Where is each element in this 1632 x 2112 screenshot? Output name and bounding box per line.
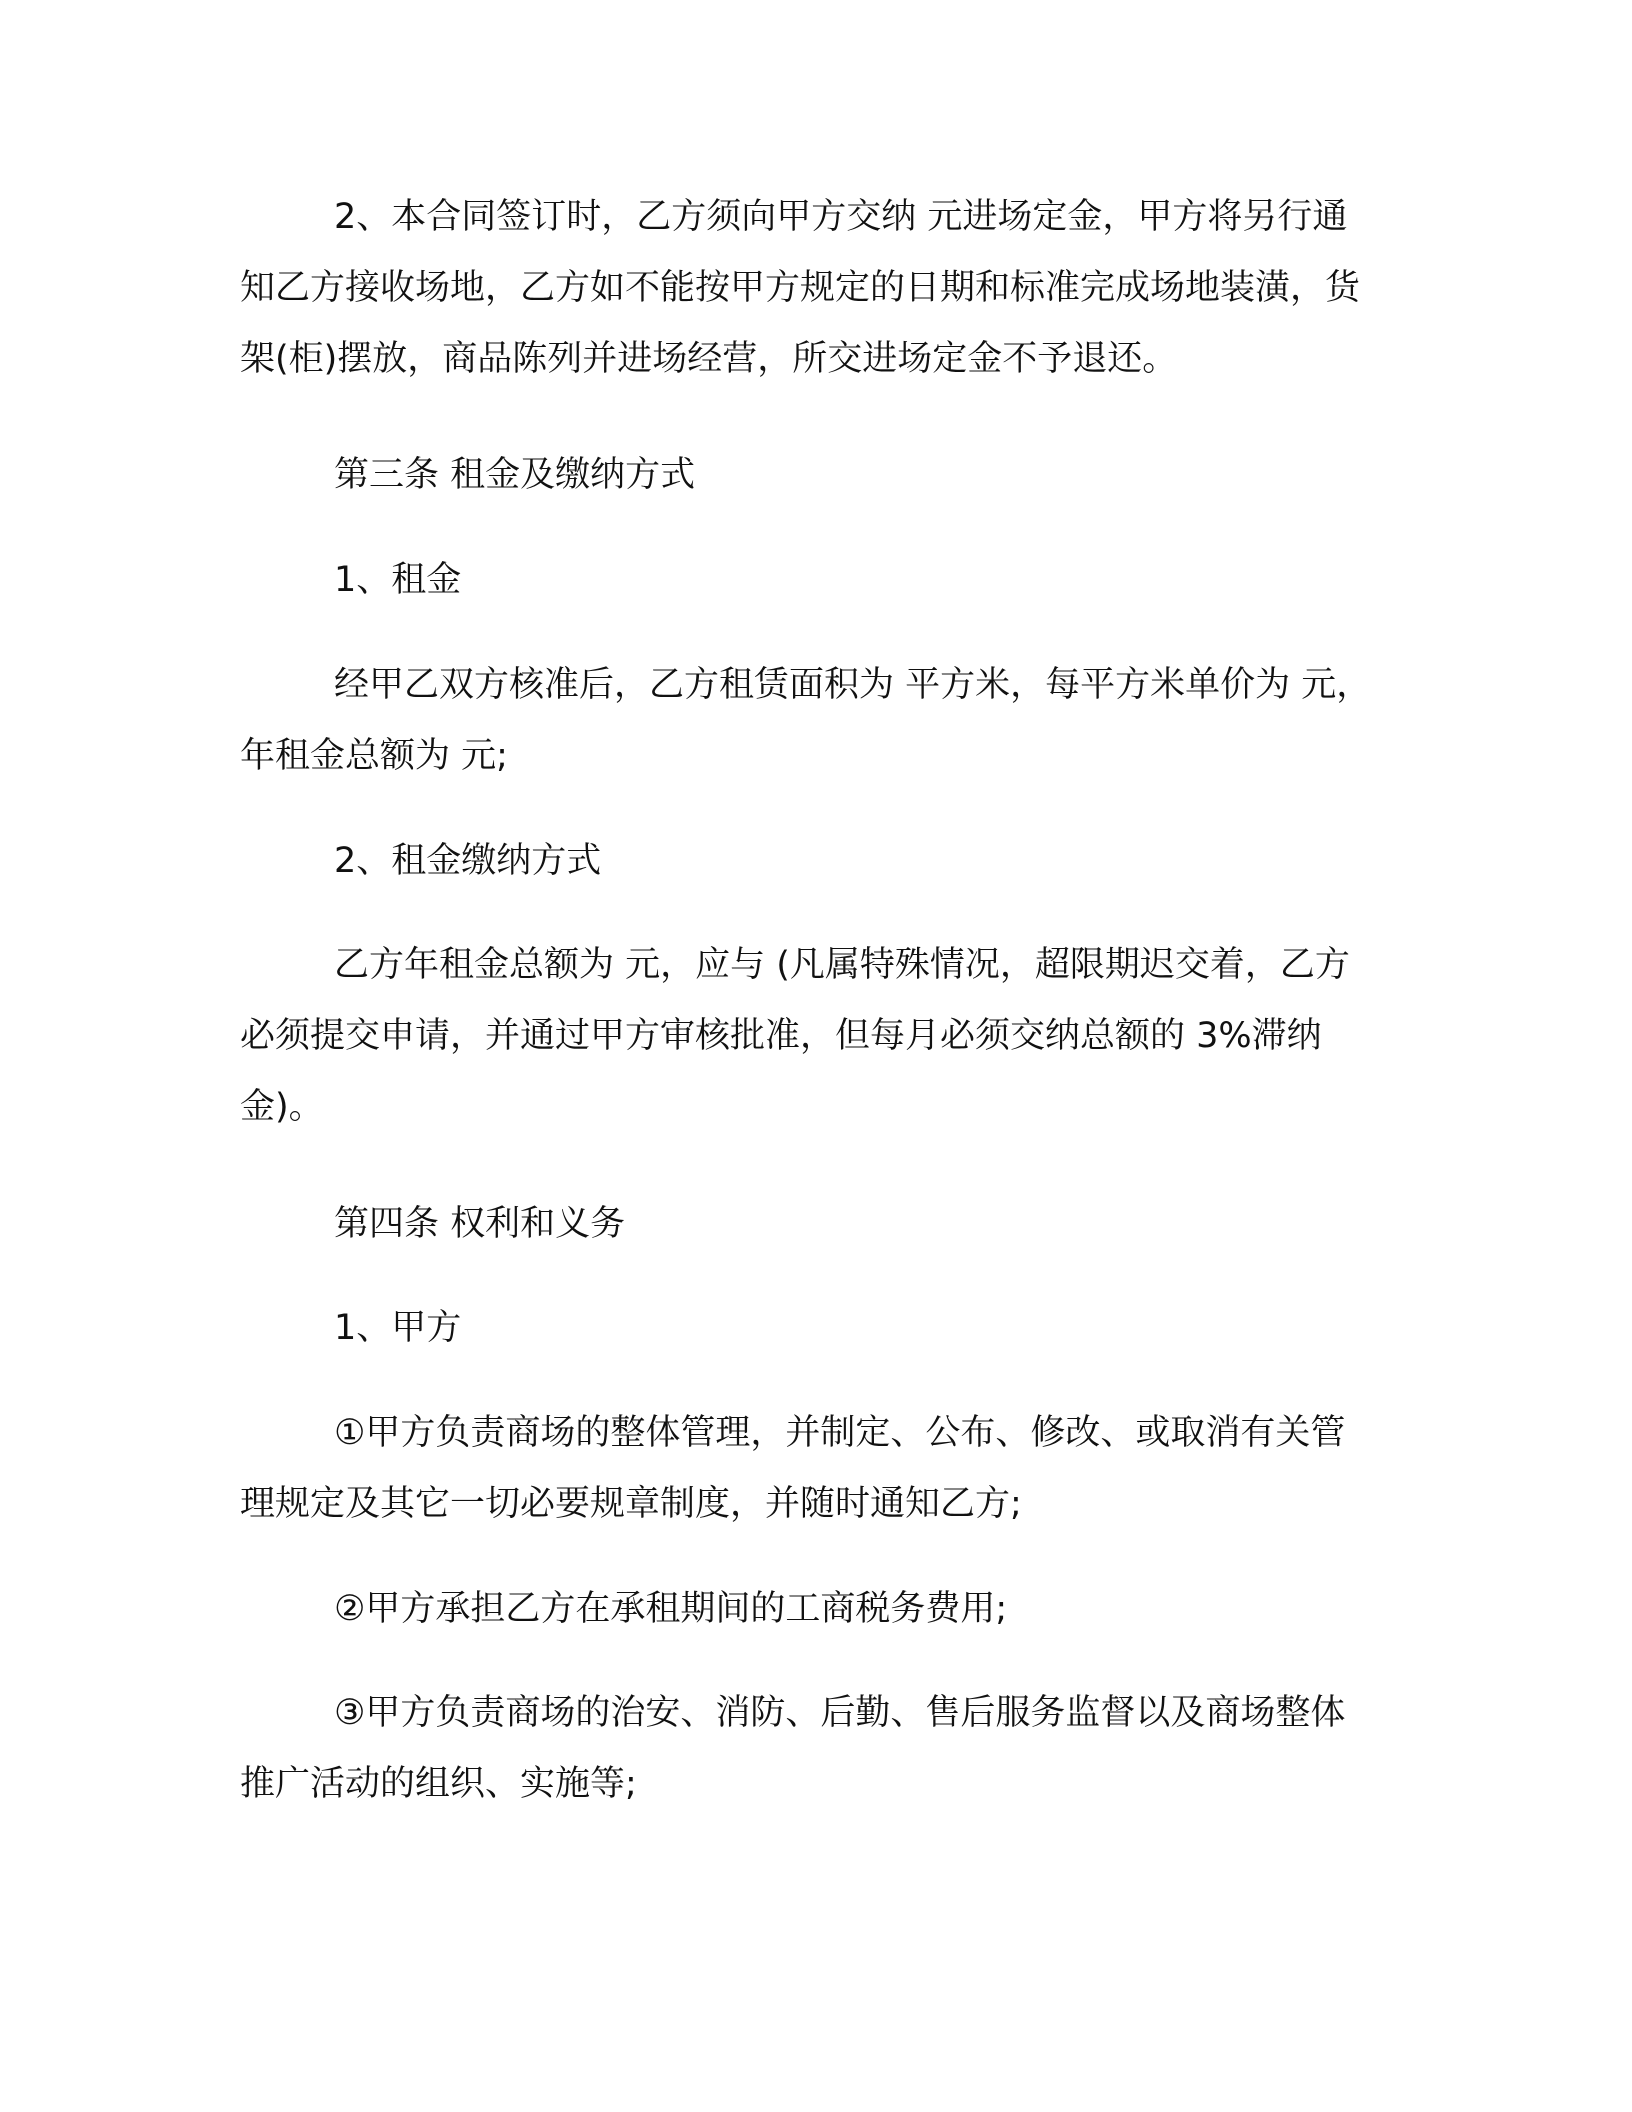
paragraph-rent-amount: 经甲乙双方核准后，乙方租赁面积为 平方米，每平方米单价为 元，年租金总额为 元; xyxy=(240,665,1372,776)
heading-article-4: 第四条 权利和义务 xyxy=(334,1204,626,1244)
heading-article-3: 第三条 租金及缴纳方式 xyxy=(334,455,696,495)
heading-rent-payment: 2、租金缴纳方式 xyxy=(334,841,602,881)
paragraph-party-a-item-3: ③甲方负责商场的治安、消防、后勤、售后服务监督以及商场整体推广活动的组织、实施等; xyxy=(240,1693,1346,1804)
heading-rent: 1、租金 xyxy=(334,560,462,600)
paragraph-party-a-item-1: ①甲方负责商场的整体管理，并制定、公布、修改、或取消有关管理规定及其它一切必要规章制度，并随时通知乙方; xyxy=(240,1413,1346,1524)
paragraph-rent-payment: 乙方年租金总额为 元，应与 (凡属特殊情况，超限期迟交着，乙方必须提交申请，并通过甲方审核批准，但每月必须交纳总额的 3%滞纳金)。 xyxy=(240,945,1350,1127)
paragraph-deposit: 2、本合同签订时，乙方须向甲方交纳 元进场定金，甲方将另行通知乙方接收场地，乙方如不能按甲方规定的日期和标准完成场地装潢，货架(柜)摆放，商品陈列并进场经营，所交进场定金不予退还。 xyxy=(240,197,1361,379)
paragraph-party-a-item-2: ②甲方承担乙方在承租期间的工商税务费用; xyxy=(334,1589,1008,1629)
heading-party-a: 1、甲方 xyxy=(334,1308,462,1348)
